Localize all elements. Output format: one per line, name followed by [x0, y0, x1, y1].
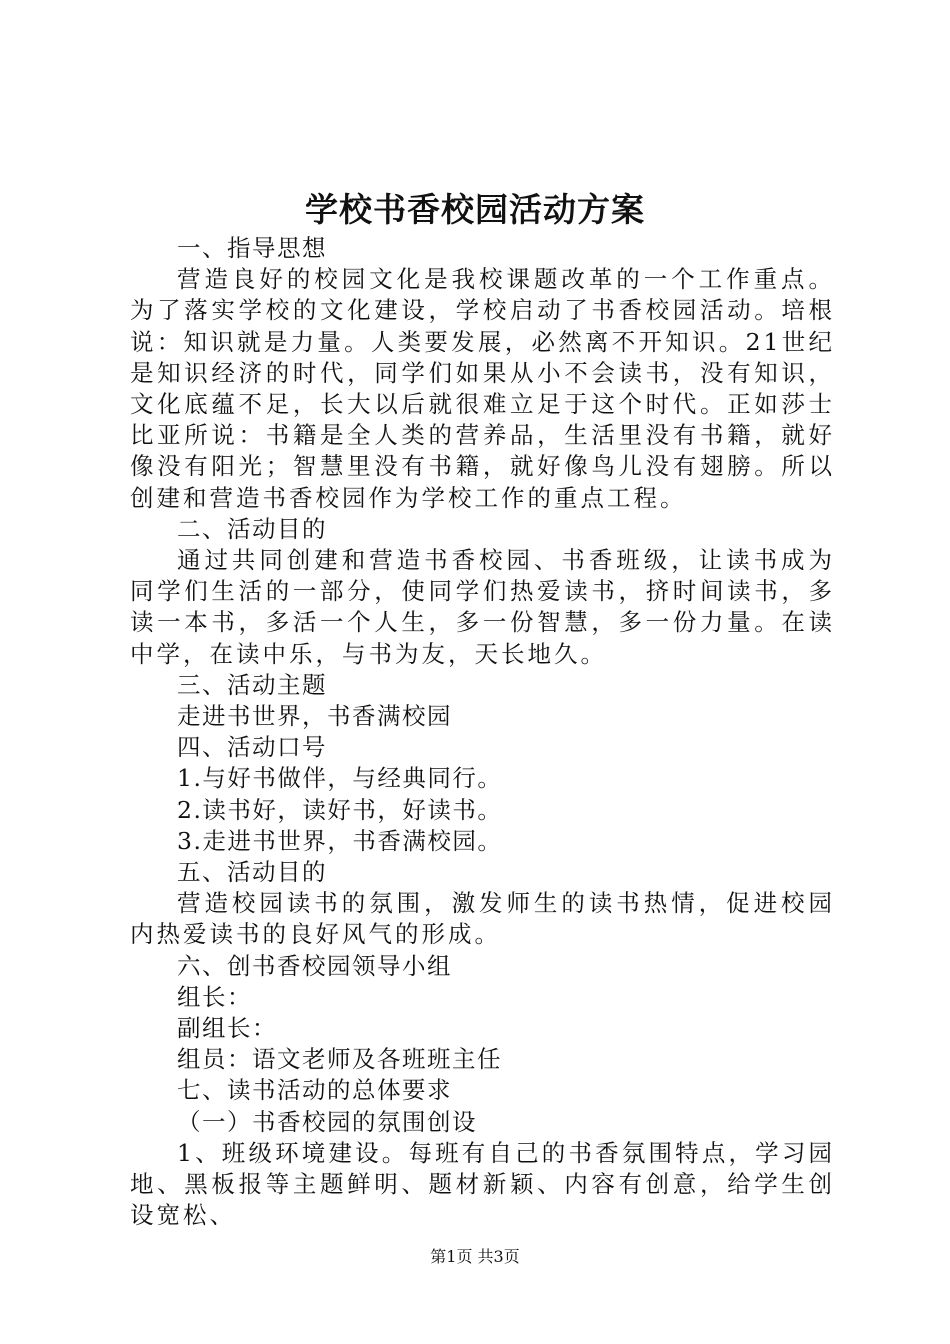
heading-general-requirements: 七、读书活动的总体要求: [177, 1076, 452, 1105]
paragraph-guiding-thought: 营造良好的校园文化是我校课题改革的一个工作重点。为了落实学校的文化建设，学校启动了书香校园活动。培根说：知识就是力量。人类要发展，必然离不开知识。21世纪是知识经济的时代，同学们如果从小不会读书，没有知识，文化底蕴不足，长大以后就很难立足于这个时代。正如莎士比亚所说：书籍是全人类的营养品，生活里没有书籍，就好像没有阳光；智慧里没有书籍，就好像鸟儿没有翅膀。所以创建和营造书香校园作为学校工作的重点工程。: [130, 265, 835, 512]
group-leader: 组长：: [177, 982, 252, 1011]
document-body: [130, 233, 835, 1232]
subheading-atmosphere: （一）书香校园的氛围创设: [177, 1107, 477, 1136]
slogan-item: 1.与好书做伴，与经典同行。: [177, 764, 503, 793]
heading-activity-slogan: 四、活动口号: [177, 733, 327, 762]
group-deputy-leader: 副组长：: [177, 1014, 277, 1043]
group-members: 组员：语文老师及各班班主任: [177, 1045, 502, 1074]
slogan-item: 2.读书好，读好书，好读书。: [177, 795, 503, 824]
paragraph-activity-theme: 走进书世界，书香满校园: [177, 702, 452, 731]
paragraph-activity-purpose: 通过共同创建和营造书香校园、书香班级，让读书成为同学们生活的一部分，使同学们热爱读书，挤时间读书，多读一本书，多活一个人生，多一份智慧，多一份力量。在读中学，在读中乐，与书为友，天长地久。: [130, 546, 835, 668]
heading-activity-theme: 三、活动主题: [177, 670, 327, 699]
page-footer: 第1页 共3页: [430, 1247, 520, 1266]
paragraph-activity-goal: 营造校园读书的氛围，激发师生的读书热情，促进校园内热爱读书的良好风气的形成。: [130, 889, 835, 949]
heading-activity-goal: 五、活动目的: [177, 858, 327, 887]
heading-leadership-group: 六、创书香校园领导小组: [177, 951, 452, 980]
document-title: 学校书香校园活动方案: [305, 190, 645, 229]
slogan-item: 3.走进书世界，书香满校园。: [177, 826, 503, 855]
heading-guiding-thought: 一、指导思想: [177, 234, 327, 262]
paragraph-class-environment: 1、班级环境建设。每班有自己的书香氛围特点，学习园地、黑板报等主题鲜明、题材新颖、内容有创意，给学生创设宽松、: [130, 1138, 835, 1230]
heading-activity-purpose: 二、活动目的: [177, 514, 327, 543]
